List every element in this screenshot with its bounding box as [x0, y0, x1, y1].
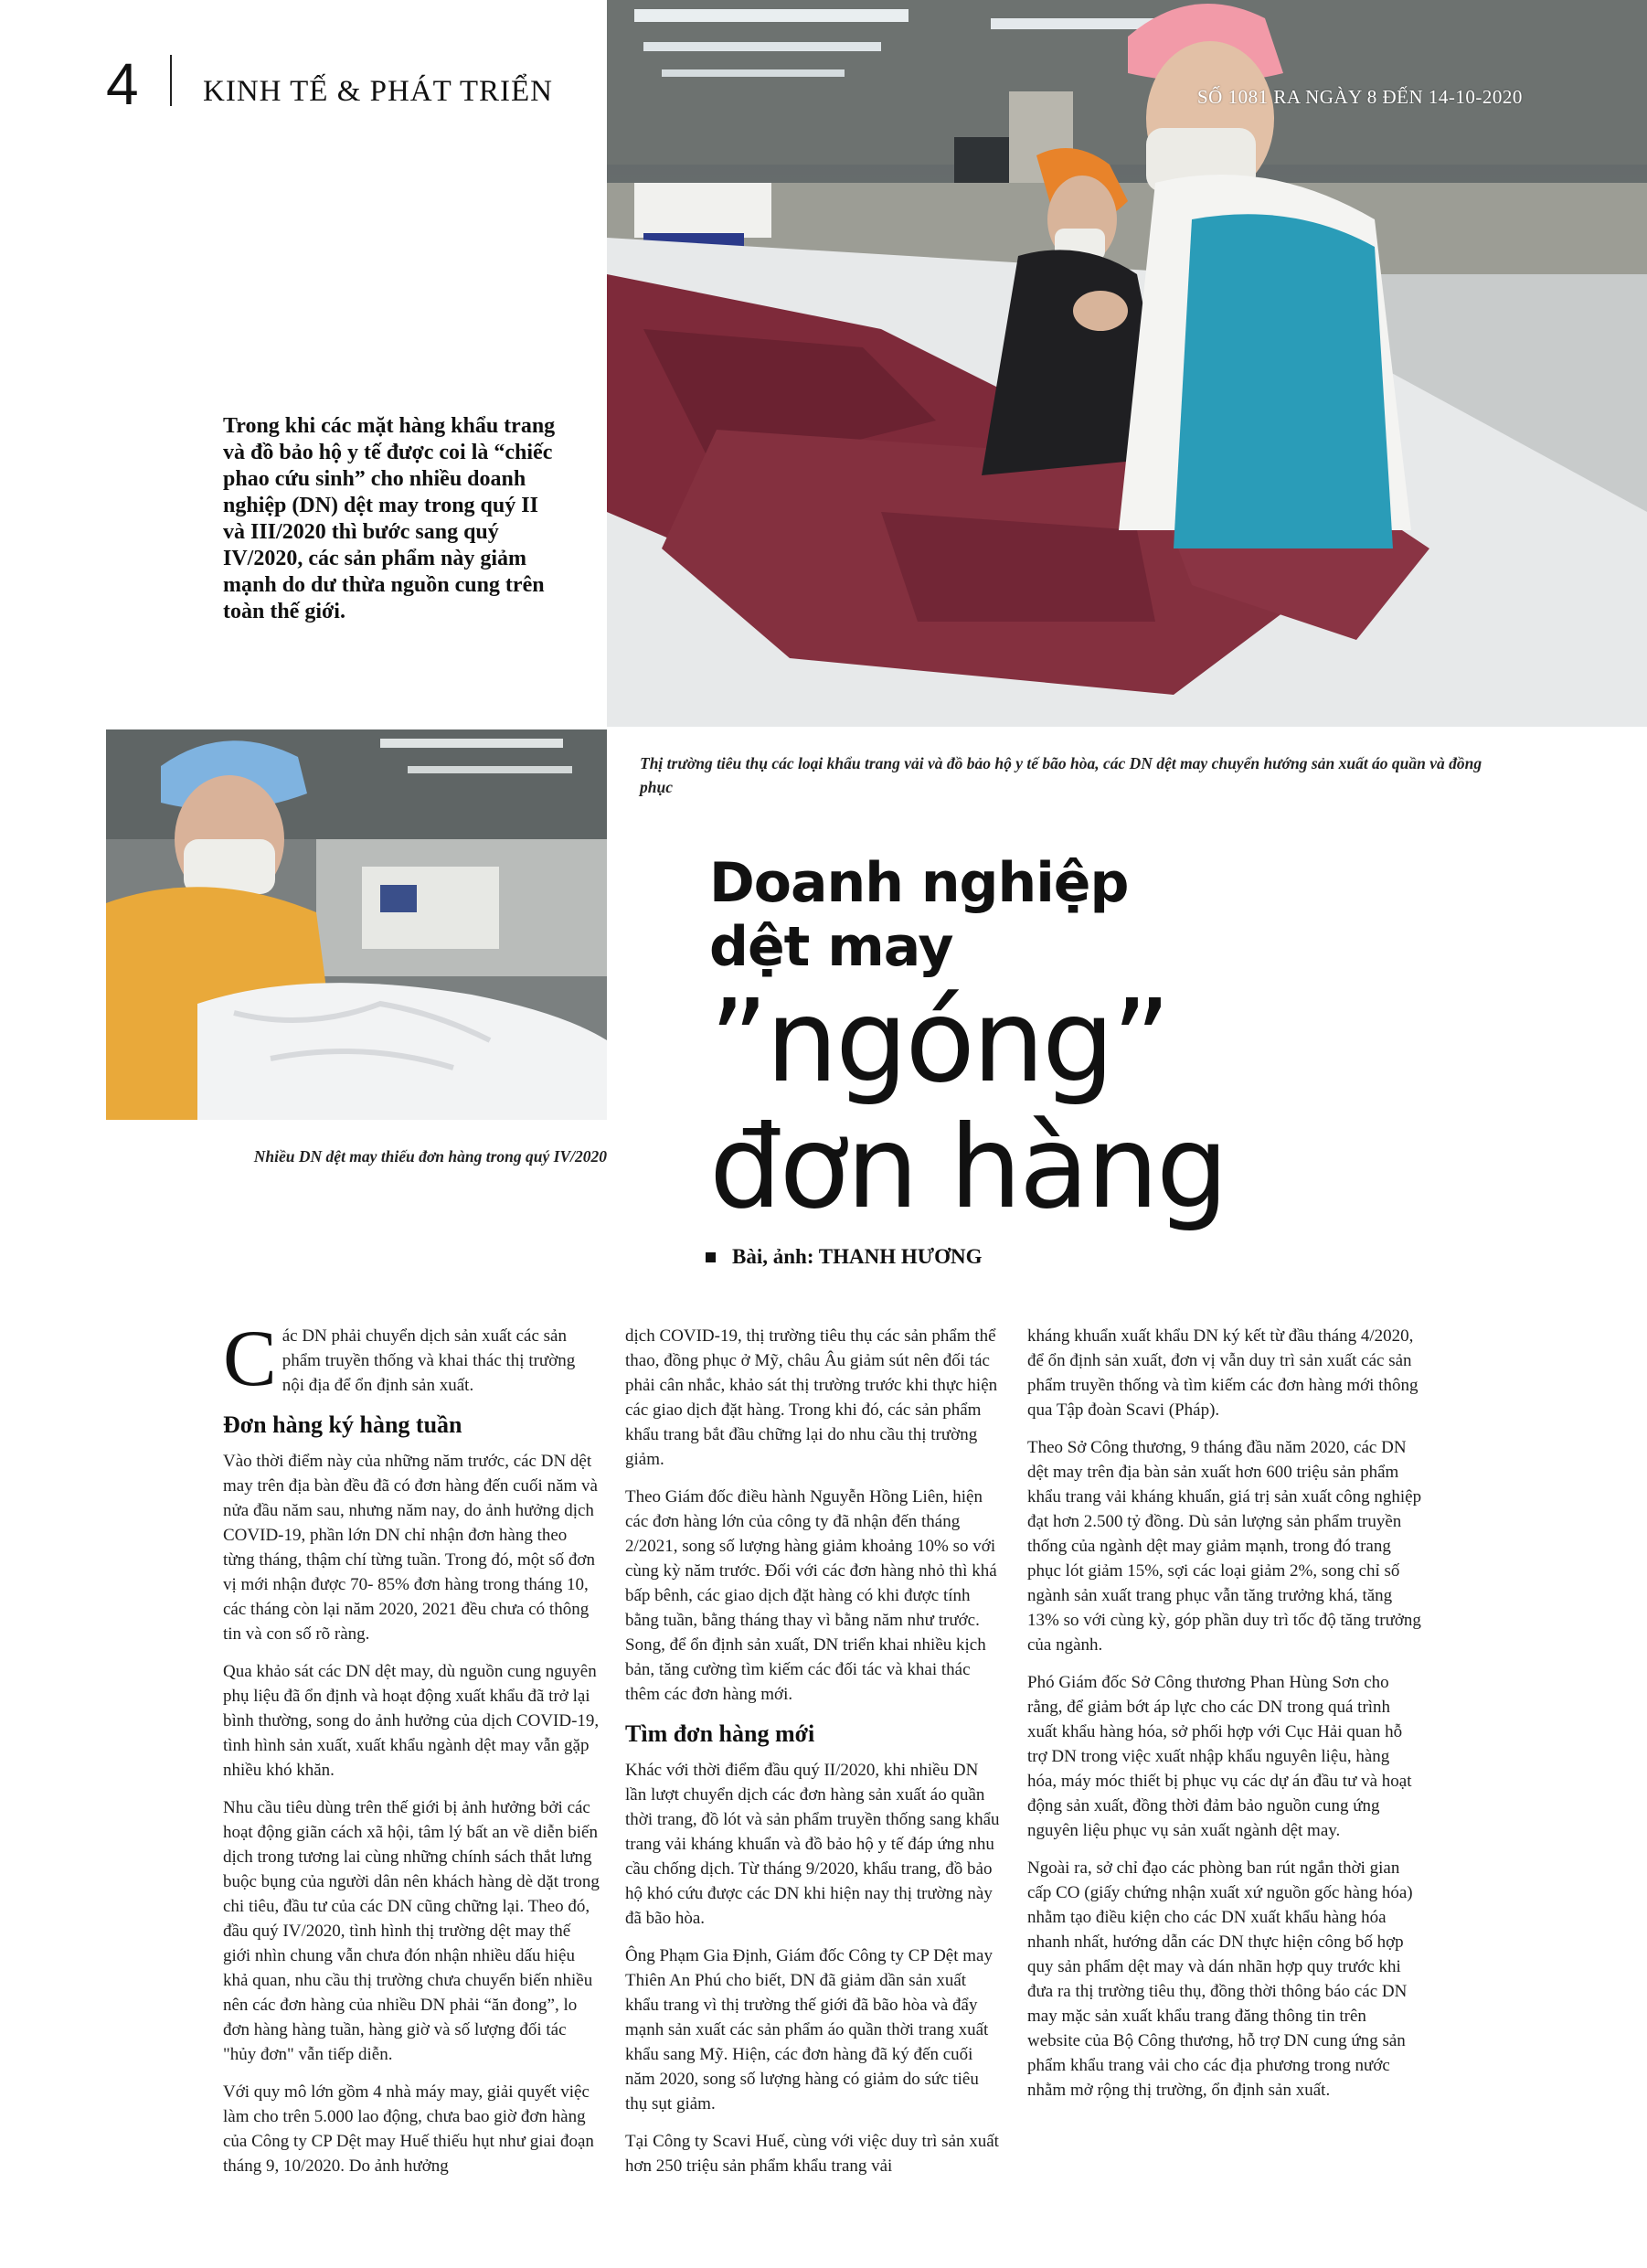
main-photo-caption: Thị trường tiêu thụ các loại khẩu trang vải và đồ bảo hộ y tế bão hòa, các DN dệt may chuyển hướng sản xuất áo quần và đồng phục — [640, 754, 1482, 796]
headline-line-4: đơn hàng — [709, 1102, 1227, 1234]
main-photo-illustration — [607, 0, 1647, 727]
paragraph: Theo Sở Công thương, 9 tháng đầu năm 2020, các DN dệt may trên địa bàn sản xuất hơn 600 triệu sản phẩm khẩu trang vải kháng khuẩn, giá trị sản xuất công nghiệp đạt hơn 2.500 tỷ đồng. Dù sản lượng sản phẩm truyền thống của ngành dệt may giảm mạnh, trong đó trang phục lót giảm 15%, sợi các loại giảm 2%, song chỉ số ngành sản xuất trang phục vẫn tăng trưởng khá, tăng 13% so với cùng kỳ, góp phần duy trì tốc độ tăng trưởng của ngành. — [1027, 1438, 1422, 1655]
byline-text: Bài, ảnh: THANH HƯƠNG — [732, 1245, 983, 1268]
small-photo-illustration — [106, 729, 607, 1120]
paragraph: Với quy mô lớn gồm 4 nhà máy may, giải quyết việc làm cho trên 5.000 lao động, chưa bao giờ đơn hàng của Công ty CP Dệt may Huế thiếu hụt như giai đoạn tháng 9, 10/2020. Do ảnh hưởng — [223, 2082, 594, 2176]
byline-bullet-icon — [706, 1252, 716, 1262]
header-divider — [170, 55, 172, 106]
paragraph: Tại Công ty Scavi Huế, cùng với việc duy trì sản xuất hơn 250 triệu sản phẩm khẩu trang vải — [625, 2132, 999, 2176]
paragraph: Nhu cầu tiêu dùng trên thế giới bị ảnh hưởng bởi các hoạt động giãn cách xã hội, tâm lý bất an về diễn biến dịch trong tương lai cùng những chính sách thắt lưng buộc bụng của người dân nên khách hàng dè dặt trong chi tiêu, đầu tư của các DN cũng chững lại. Theo đó, đầu quý IV/2020, tình hình thị trường dệt may thế giới nhìn chung vẫn chưa đón nhận nhiều dấu hiệu khả quan, nhu cầu thị trường chưa chuyển biến nhiều nên các đơn hàng của nhiều DN phải “ăn đong”, lo đơn hàng hàng tuần, hàng giờ và số lượng đối tác "hủy đơn" vẫn tiếp diễn. — [223, 1798, 600, 2064]
paragraph: Vào thời điểm này của những năm trước, các DN dệt may trên địa bàn đều đã có đơn hàng đến cuối năm và nửa đầu năm sau, nhưng năm nay, do ảnh hưởng dịch COVID-19, phần lớn DN chỉ nhận đơn hàng theo từng tháng, thậm chí từng tuần. Trong đó, một số đơn vị mới nhận được 70- 85% đơn hàng trong tháng 10, các tháng còn lại năm 2020, 2021 đều chưa có thông tin và con số rõ ràng. — [223, 1452, 598, 1644]
paragraph: kháng khuẩn xuất khẩu DN ký kết từ đầu tháng 4/2020, để ổn định sản xuất, đơn vị vẫn duy trì sản xuất các sản phẩm truyền thống và tìm kiếm các đơn hàng mới thông qua Tập đoàn Scavi (Pháp). — [1027, 1326, 1419, 1420]
article-intro — [223, 1315, 600, 1403]
section-title: KINH TẾ & PHÁT TRIỂN — [203, 75, 553, 108]
headline-line-2: dệt may — [709, 915, 953, 979]
paragraph: Ngoài ra, sở chỉ đạo các phòng ban rút ngắn thời gian cấp CO (giấy chứng nhận xuất xứ nguồn gốc hàng hóa) nhằm tạo điều kiện cho các DN xuất khẩu hàng hóa nhanh nhất, hướng dẫn các DN thực hiện công bố hợp quy sản phẩm dệt may và dán nhãn hợp quy trước khi đưa ra thị trường tiêu thụ, đồng thời thông báo các DN may mặc sản xuất khẩu trang đăng thông tin trên website của Bộ Công thương, hỗ trợ DN cung ứng sản phẩm khẩu trang vải cho các địa phương trong nước nhằm mở rộng thị trường, ổn định sản xuất. — [1027, 1858, 1413, 2100]
article-column-2 — [625, 1324, 1002, 2191]
paragraph: Qua khảo sát các DN dệt may, dù nguồn cung nguyên phụ liệu đã ổn định và hoạt động xuất khẩu đã trở lại bình thường, song do ảnh hưởng của dịch COVID-19, tình hình sản xuất, xuất khẩu ngành dệt may vẫn gặp nhiều khó khăn. — [223, 1662, 600, 1780]
paragraph: Ông Phạm Gia Định, Giám đốc Công ty CP Dệt may Thiên An Phú cho biết, DN đã giảm dần sản xuất khẩu trang vì thị trường thế giới đã bão hòa và đẩy mạnh sản xuất các sản phẩm áo quần thời trang xuất khẩu sang Mỹ. Hiện, các đơn hàng đã ký đến cuối năm 2020, song số lượng hàng có giảm do sức tiêu thụ sụt giảm. — [625, 1946, 993, 2114]
paragraph: Khác với thời điểm đầu quý II/2020, khi nhiều DN lần lượt chuyển dịch các đơn hàng sản xuất áo quần thời trang, đồ lót và sản phẩm truyền thống sang khẩu trang vải kháng khuẩn và đồ bảo hộ y tế đáp ứng nhu cầu chống dịch. Từ tháng 9/2020, khẩu trang, đồ bảo hộ khó cứu được các DN khi hiện nay thị trường này đã bão hòa. — [625, 1761, 1000, 1928]
article-intro-text: ác DN phải chuyển dịch sản xuất các sản phẩm truyền thống và khai thác thị trường nội địa để ổn định sản xuất. — [282, 1326, 576, 1395]
main-photo — [607, 0, 1647, 727]
article-column-3 — [1027, 1324, 1422, 2115]
subheading-new-orders: Tìm đơn hàng mới — [625, 1720, 815, 1747]
paragraph: Theo Giám đốc điều hành Nguyễn Hồng Liên, hiện các đơn hàng lớn của công ty đã nhận đến tháng 2/2021, song số lượng hàng giảm khoảng 10% so với cùng kỳ năm trước. Đối với các đơn hàng nhỏ thì khá bấp bênh, các giao dịch đặt hàng có khi được tính bằng tuần, bằng tháng thay vì bằng năm như trước. Song, để ổn định sản xuất, DN triển khai nhiều kịch bản, tăng cường tìm kiếm các đối tác và khai thác thêm các đơn hàng mới. — [625, 1487, 997, 1704]
lead-paragraph: Trong khi các mặt hàng khẩu trang và đồ bảo hộ y tế được coi là “chiếc phao cứu sinh” cho nhiều doanh nghiệp (DN) dệt may trong quý II và III/2020 thì bước sang quý IV/2020, các sản phẩm này giảm mạnh do dư thừa nguồn cung trên toàn thế giới. — [223, 414, 556, 623]
byline — [706, 1245, 982, 1269]
dropcap: C — [223, 1315, 277, 1403]
headline-line-1: Doanh nghiệp — [709, 851, 1129, 915]
headline-line-3: ”ngóng” — [709, 975, 1169, 1108]
small-photo — [106, 729, 607, 1120]
paragraph: dịch COVID-19, thị trường tiêu thụ các sản phẩm thể thao, đồng phục ở Mỹ, châu Âu giảm sút nên đối tác phải cân nhắc, khảo sát thị trường trước khi thực hiện các giao dịch đặt hàng. Trong khi đó, các sản phẩm khẩu trang bắt đầu chững lại do nhu cầu thị trường giảm. — [625, 1326, 998, 1469]
page-number: 4 — [106, 51, 139, 117]
issue-info: SỐ 1081 RA NGÀY 8 ĐẾN 14-10-2020 — [1197, 86, 1523, 108]
subheading-weekly-orders: Đơn hàng ký hàng tuần — [223, 1411, 462, 1438]
small-photo-caption: Nhiều DN dệt may thiếu đơn hàng trong quý IV/2020 — [253, 1147, 607, 1166]
paragraph: Phó Giám đốc Sở Công thương Phan Hùng Sơn cho rằng, để giảm bớt áp lực cho các DN trong quá trình xuất khẩu hàng hóa, sở phối hợp với Cục Hải quan hỗ trợ DN trong việc xuất nhập khẩu nguyên liệu, hàng hóa, máy móc thiết bị phục vụ các dự án đầu tư và hoạt động sản xuất, đồng thời đảm bảo nguồn cung ứng nguyên liệu phục vụ sản xuất ngành dệt may. — [1027, 1673, 1412, 1840]
article-column-1 — [223, 1315, 600, 2191]
